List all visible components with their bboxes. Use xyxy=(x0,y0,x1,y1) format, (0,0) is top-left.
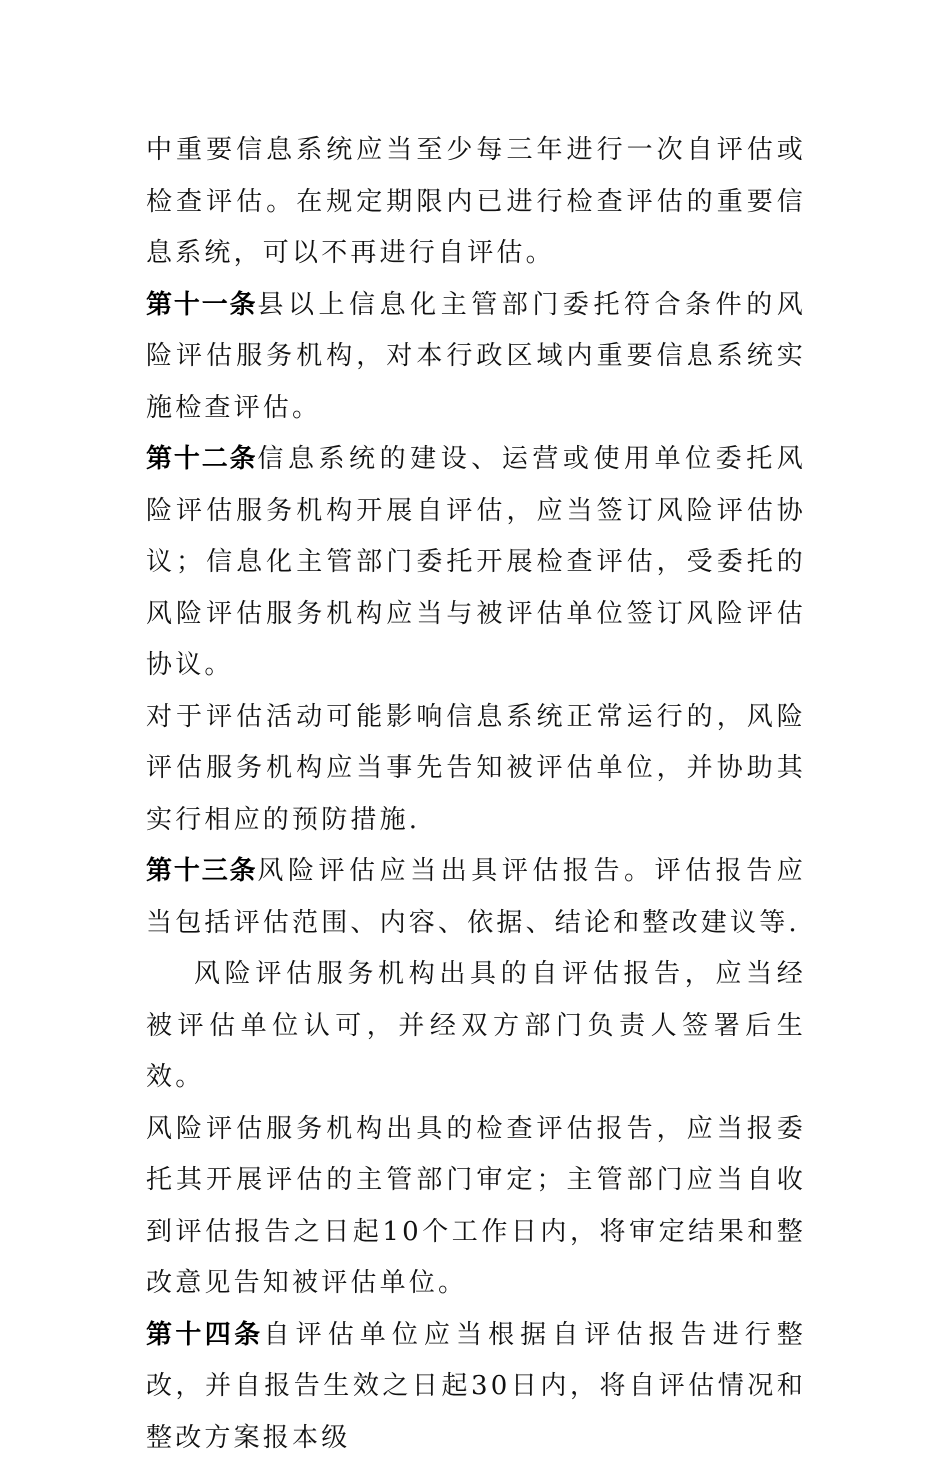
article-13 xyxy=(146,846,806,949)
paragraph-inspection-report xyxy=(146,1104,806,1310)
article-text: 县以上信息化主管部门委托符合条件的风险评估服务机构，对本行政区域内重要信息系统实施检查评估。 xyxy=(146,290,806,423)
article-number: 第十三条 xyxy=(146,856,257,886)
article-number: 第十四条 xyxy=(146,1320,264,1350)
paragraph-self-assessment-report xyxy=(146,949,806,1104)
article-11 xyxy=(146,280,806,435)
article-number: 第十一条 xyxy=(146,290,257,320)
paragraph-assessment-impact xyxy=(146,692,806,847)
article-14 xyxy=(146,1310,806,1464)
article-number: 第十二条 xyxy=(146,444,257,474)
paragraph-continuation xyxy=(146,125,806,280)
article-text: 信息系统的建设、运营或使用单位委托风险评估服务机构开展自评估，应当签订风险评估协议；信息化主管部门委托开展检查评估，受委托的风险评估服务机构应当与被评估单位签订风险评估协议。 xyxy=(146,444,806,680)
document-body xyxy=(146,125,806,1464)
article-12 xyxy=(146,434,806,692)
article-text: 自评估单位应当根据自评估报告进行整改，并自报告生效之日起30日内，将自评估情况和整改方案报本级 xyxy=(146,1320,806,1453)
article-text: 风险评估应当出具评估报告。评估报告应当包括评估范围、内容、依据、结论和整改建议等. xyxy=(146,856,806,938)
paragraph-text: 中重要信息系统应当至少每三年进行一次自评估或检查评估。在规定期限内已进行检查评估的重要信息系统，可以不再进行自评估。 xyxy=(146,135,806,268)
paragraph-text: 风险评估服务机构出具的自评估报告，应当经被评估单位认可，并经双方部门负责人签署后生效。 xyxy=(146,959,806,1092)
paragraph-text: 对于评估活动可能影响信息系统正常运行的，风险评估服务机构应当事先告知被评估单位，并协助其实行相应的预防措施. xyxy=(146,702,806,835)
paragraph-text: 风险评估服务机构出具的检查评估报告，应当报委托其开展评估的主管部门审定；主管部门应当自收到评估报告之日起10个工作日内，将审定结果和整改意见告知被评估单位。 xyxy=(146,1114,806,1299)
